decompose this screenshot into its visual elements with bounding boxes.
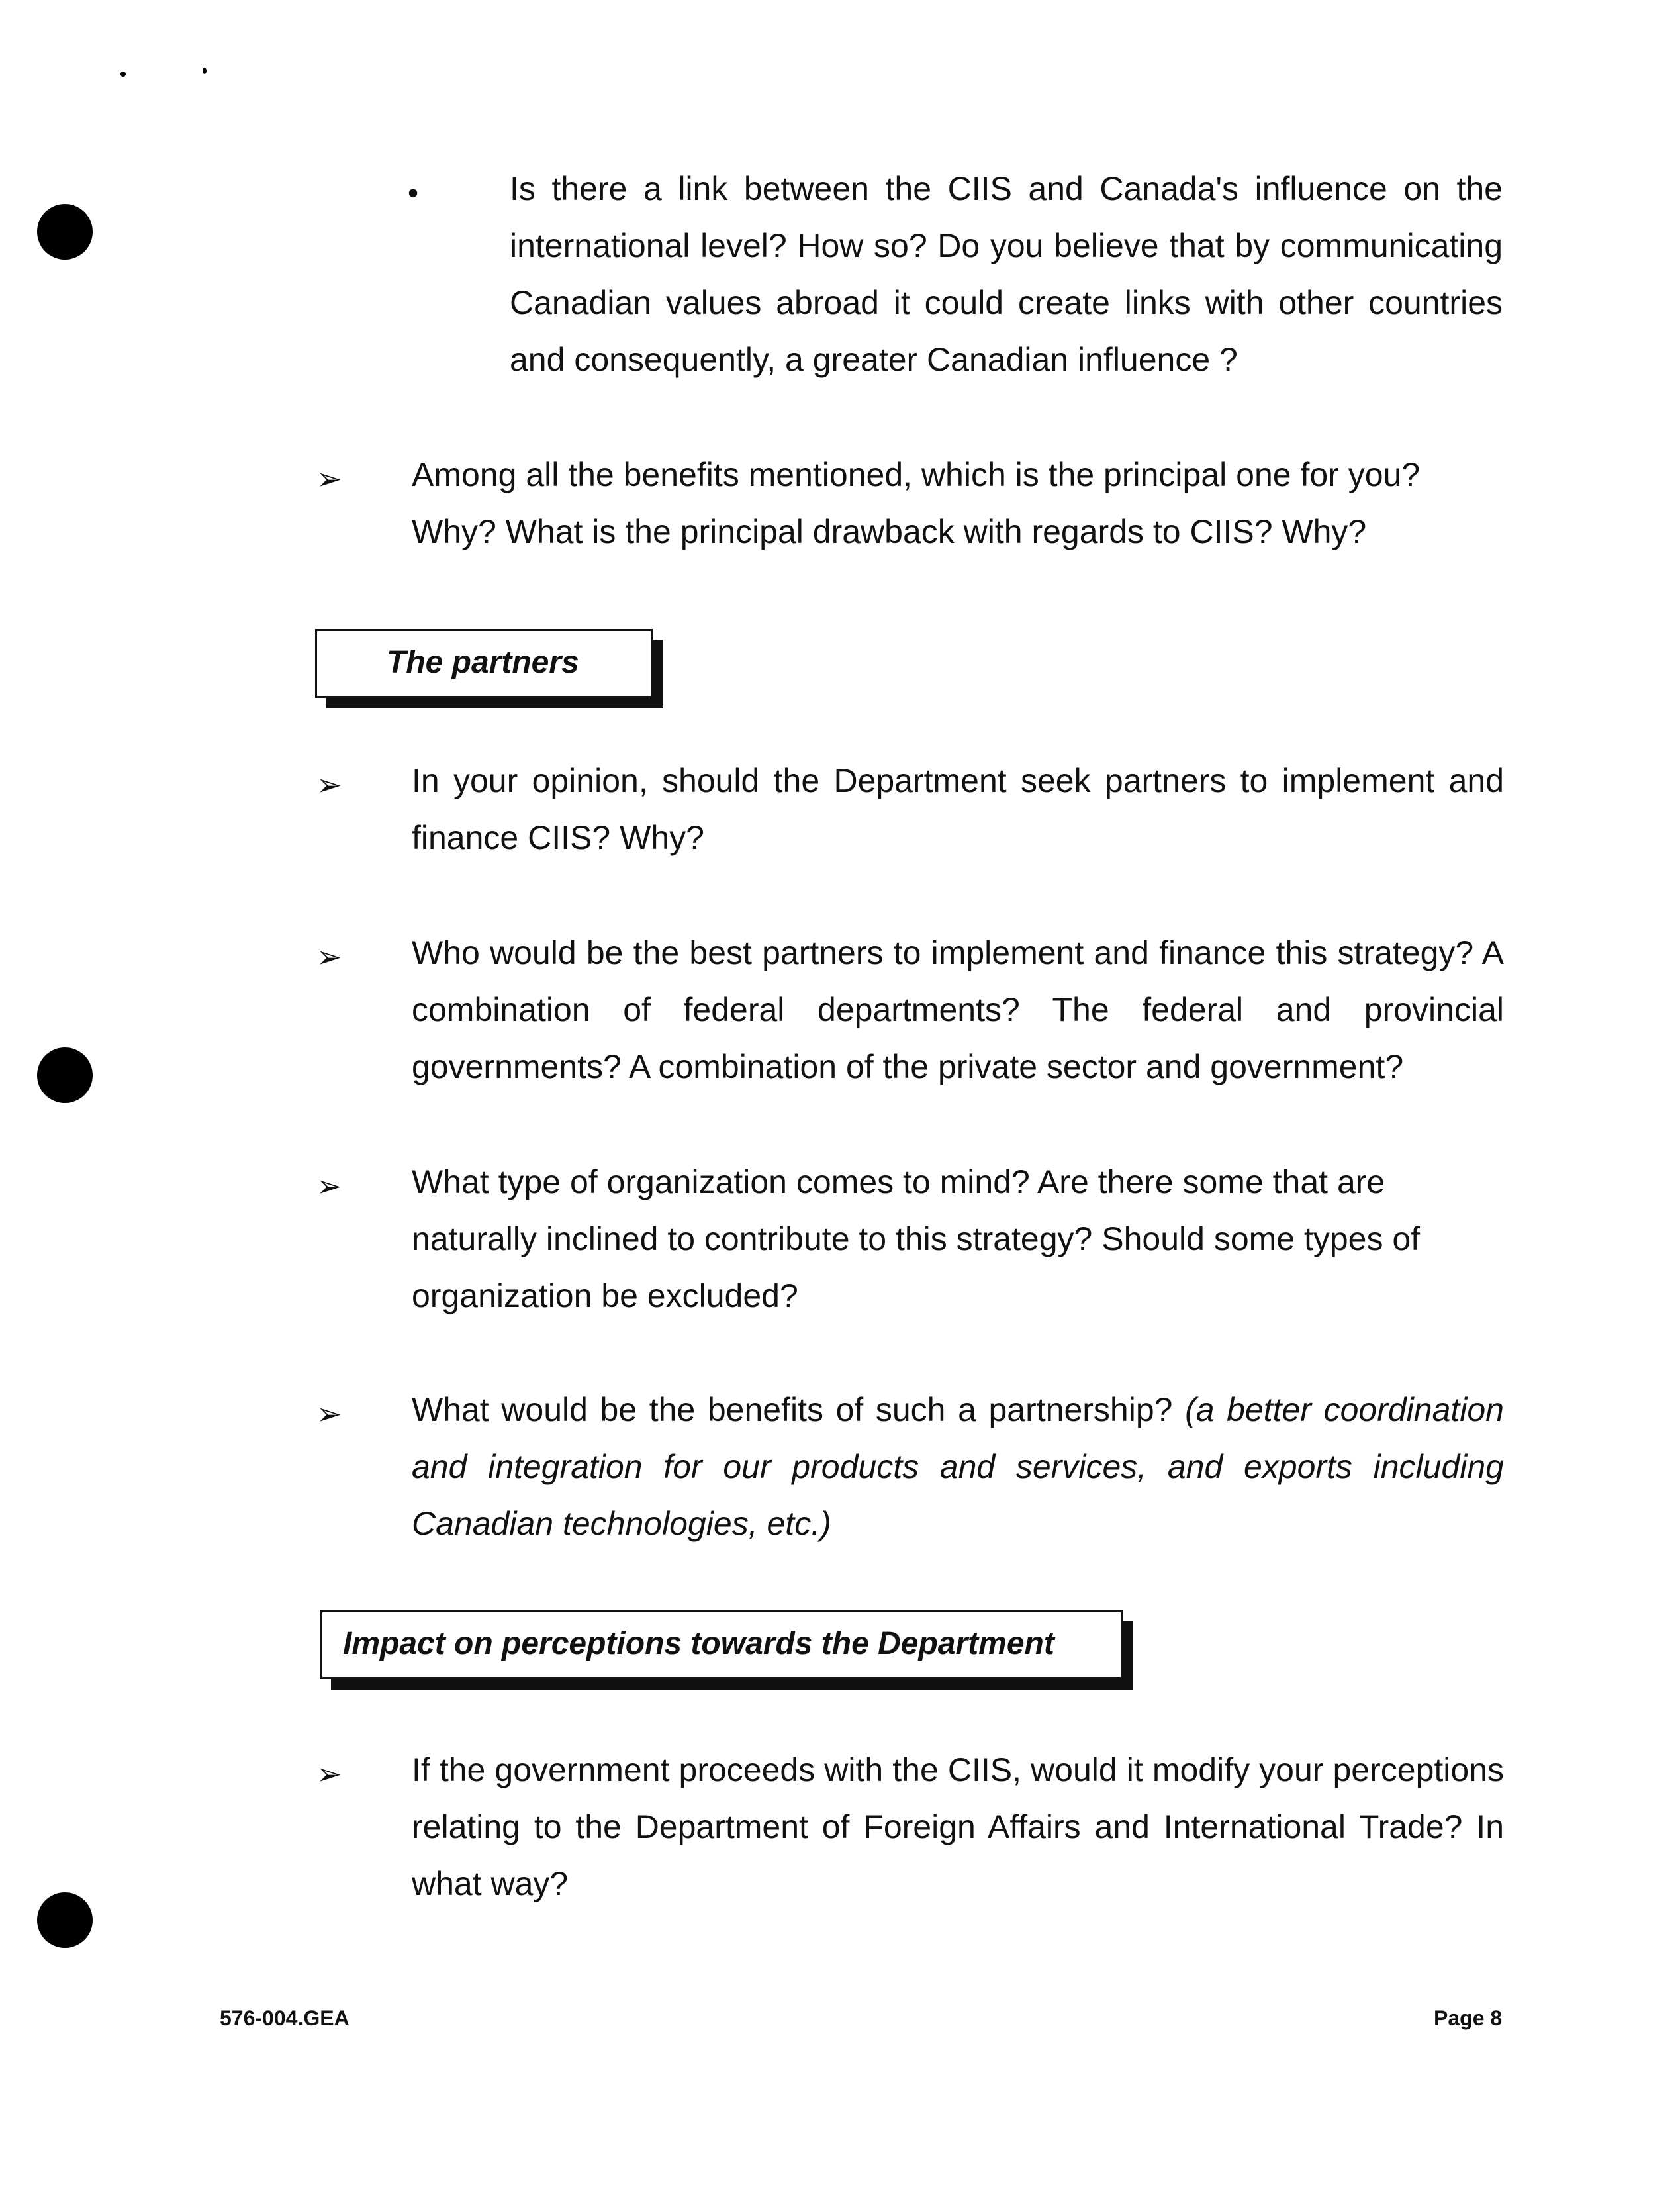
arrow-marker-icon: ➢ xyxy=(316,1169,342,1203)
arrow-marker-icon: ➢ xyxy=(316,1757,342,1791)
scan-speck xyxy=(203,68,207,74)
question-partnership-benefits-examples: (a better coordination and integration for our products and services, and exports including Canadian technologies, etc.) xyxy=(412,1391,1504,1542)
question-best-partners: Who would be the best partners to implement and finance this strategy? A combination of federal departments? The federal and provincial governments? A combination of the private sector and government? xyxy=(412,934,1504,1085)
bullet-marker: • xyxy=(408,175,419,210)
arrow-marker-icon: ➢ xyxy=(316,940,342,974)
punch-hole xyxy=(37,204,93,260)
arrow-marker-icon: ➢ xyxy=(316,461,342,496)
arrow-marker-icon: ➢ xyxy=(316,767,342,802)
question-partnership-benefits xyxy=(412,1381,1504,1552)
section-heading-impact: Impact on perceptions towards the Department xyxy=(343,1626,1054,1661)
bullet-question-international-influence: Is there a link between the CIIS and Canada's influence on the international level? How so? Do you believe that by communicating Canadian values abroad it could create links with other countries and consequently, a greater Canadian influence ? xyxy=(510,170,1503,378)
footer-page-number: Page 8 xyxy=(1434,2006,1503,2030)
question-principal-benefit: Among all the benefits mentioned, which is the principal one for you? Why? What is the principal drawback with regards to CIIS? Why? xyxy=(412,456,1421,550)
footer-document-code: 576-004.GEA xyxy=(220,2006,350,2030)
section-heading-partners: The partners xyxy=(387,645,579,680)
question-partnership-benefits-text: What would be the benefits of such a partnership? xyxy=(412,1391,1173,1428)
question-organization-type: What type of organization comes to mind? Are there some that are naturally inclined to contribute to this strategy? Should some types of organization be excluded? xyxy=(412,1163,1421,1314)
question-seek-partners: In your opinion, should the Department seek partners to implement and finance CIIS? Why? xyxy=(412,762,1504,856)
scan-speck xyxy=(120,72,126,77)
punch-hole xyxy=(37,1892,93,1948)
question-department-perceptions: If the government proceeds with the CIIS, would it modify your perceptions relating to the Department of Foreign Affairs and International Trade? In what way? xyxy=(412,1751,1504,1902)
punch-hole xyxy=(37,1047,93,1103)
arrow-marker-icon: ➢ xyxy=(316,1396,342,1431)
